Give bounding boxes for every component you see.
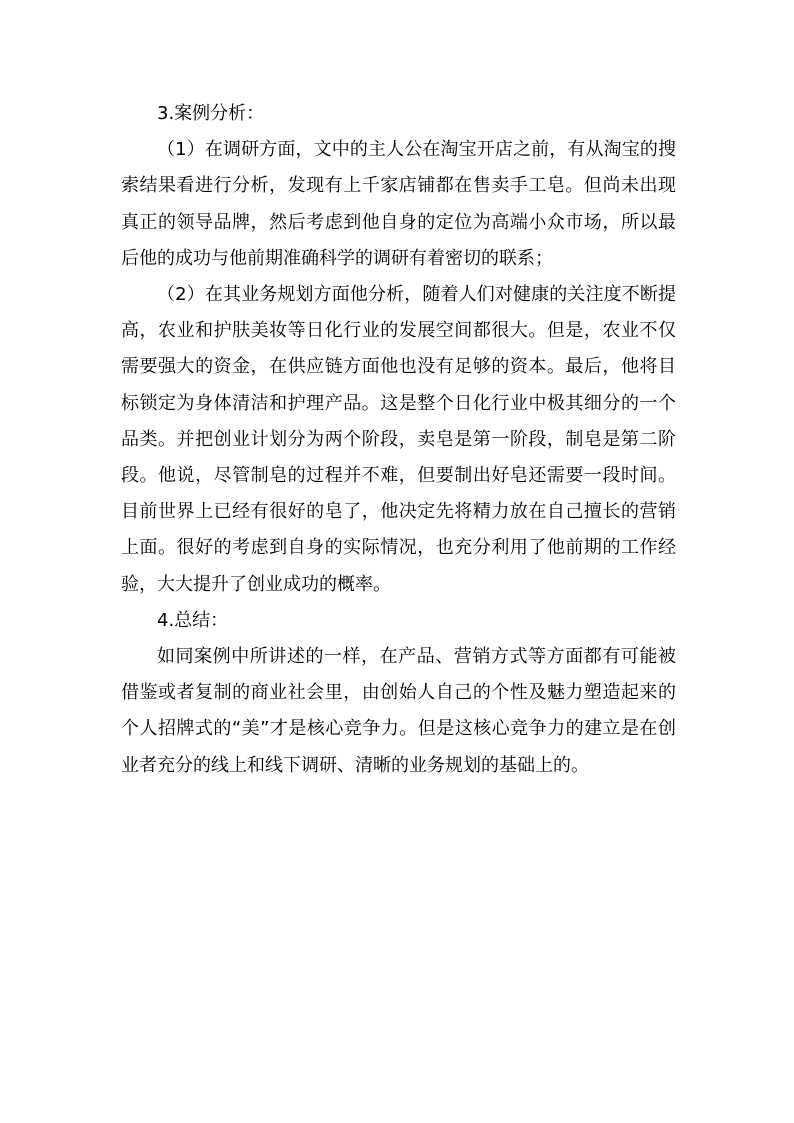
document-body <box>121 96 676 784</box>
section-3-paragraph-business-planning: （2）在其业务规划方面他分析，随着人们对健康的关注度不断提高，农业和护肤美妆等日化行业的发展空间都很大。但是，农业不仅需要强大的资金，在供应链方面他也没有足够的资本。最后，他将目标锁定为身体清洁和护理产品。这是整个日化行业中极其细分的一个品类。并把创业计划分为两个阶段，卖皂是第一阶段，制皂是第二阶段。他说，尽管制皂的过程并不难，但要制出好皂还需要一段时间。目前世界上已经有很好的皂了，他决定先将精力放在自己擅长的营销上面。很好的考虑到自身的实际情况，也充分利用了他前期的工作经验，大大提升了创业成功的概率。 <box>121 284 676 595</box>
section-3-paragraph-research: （1）在调研方面，文中的主人公在淘宝开店之前，有从淘宝的搜索结果看进行分析，发现有上千家店铺都在售卖手工皂。但尚未出现真正的领导品牌，然后考虑到他自身的定位为高端小众市场，所以最后他的成功与他前期准确科学的调研有着密切的联系； <box>121 139 676 269</box>
section-4-paragraph-summary: 如同案例中所讲述的一样，在产品、营销方式等方面都有可能被借鉴或者复制的商业社会里，由创始人自己的个性及魅力塑造起来的个人招牌式的“美”才是核心竞争力。但是这核心竞争力的建立是在创业者充分的线上和线下调研、清晰的业务规划的基础上的。 <box>121 646 676 776</box>
section-3-heading: 3.案例分析： <box>157 103 265 124</box>
section-4-heading: 4.总结： <box>157 609 229 631</box>
